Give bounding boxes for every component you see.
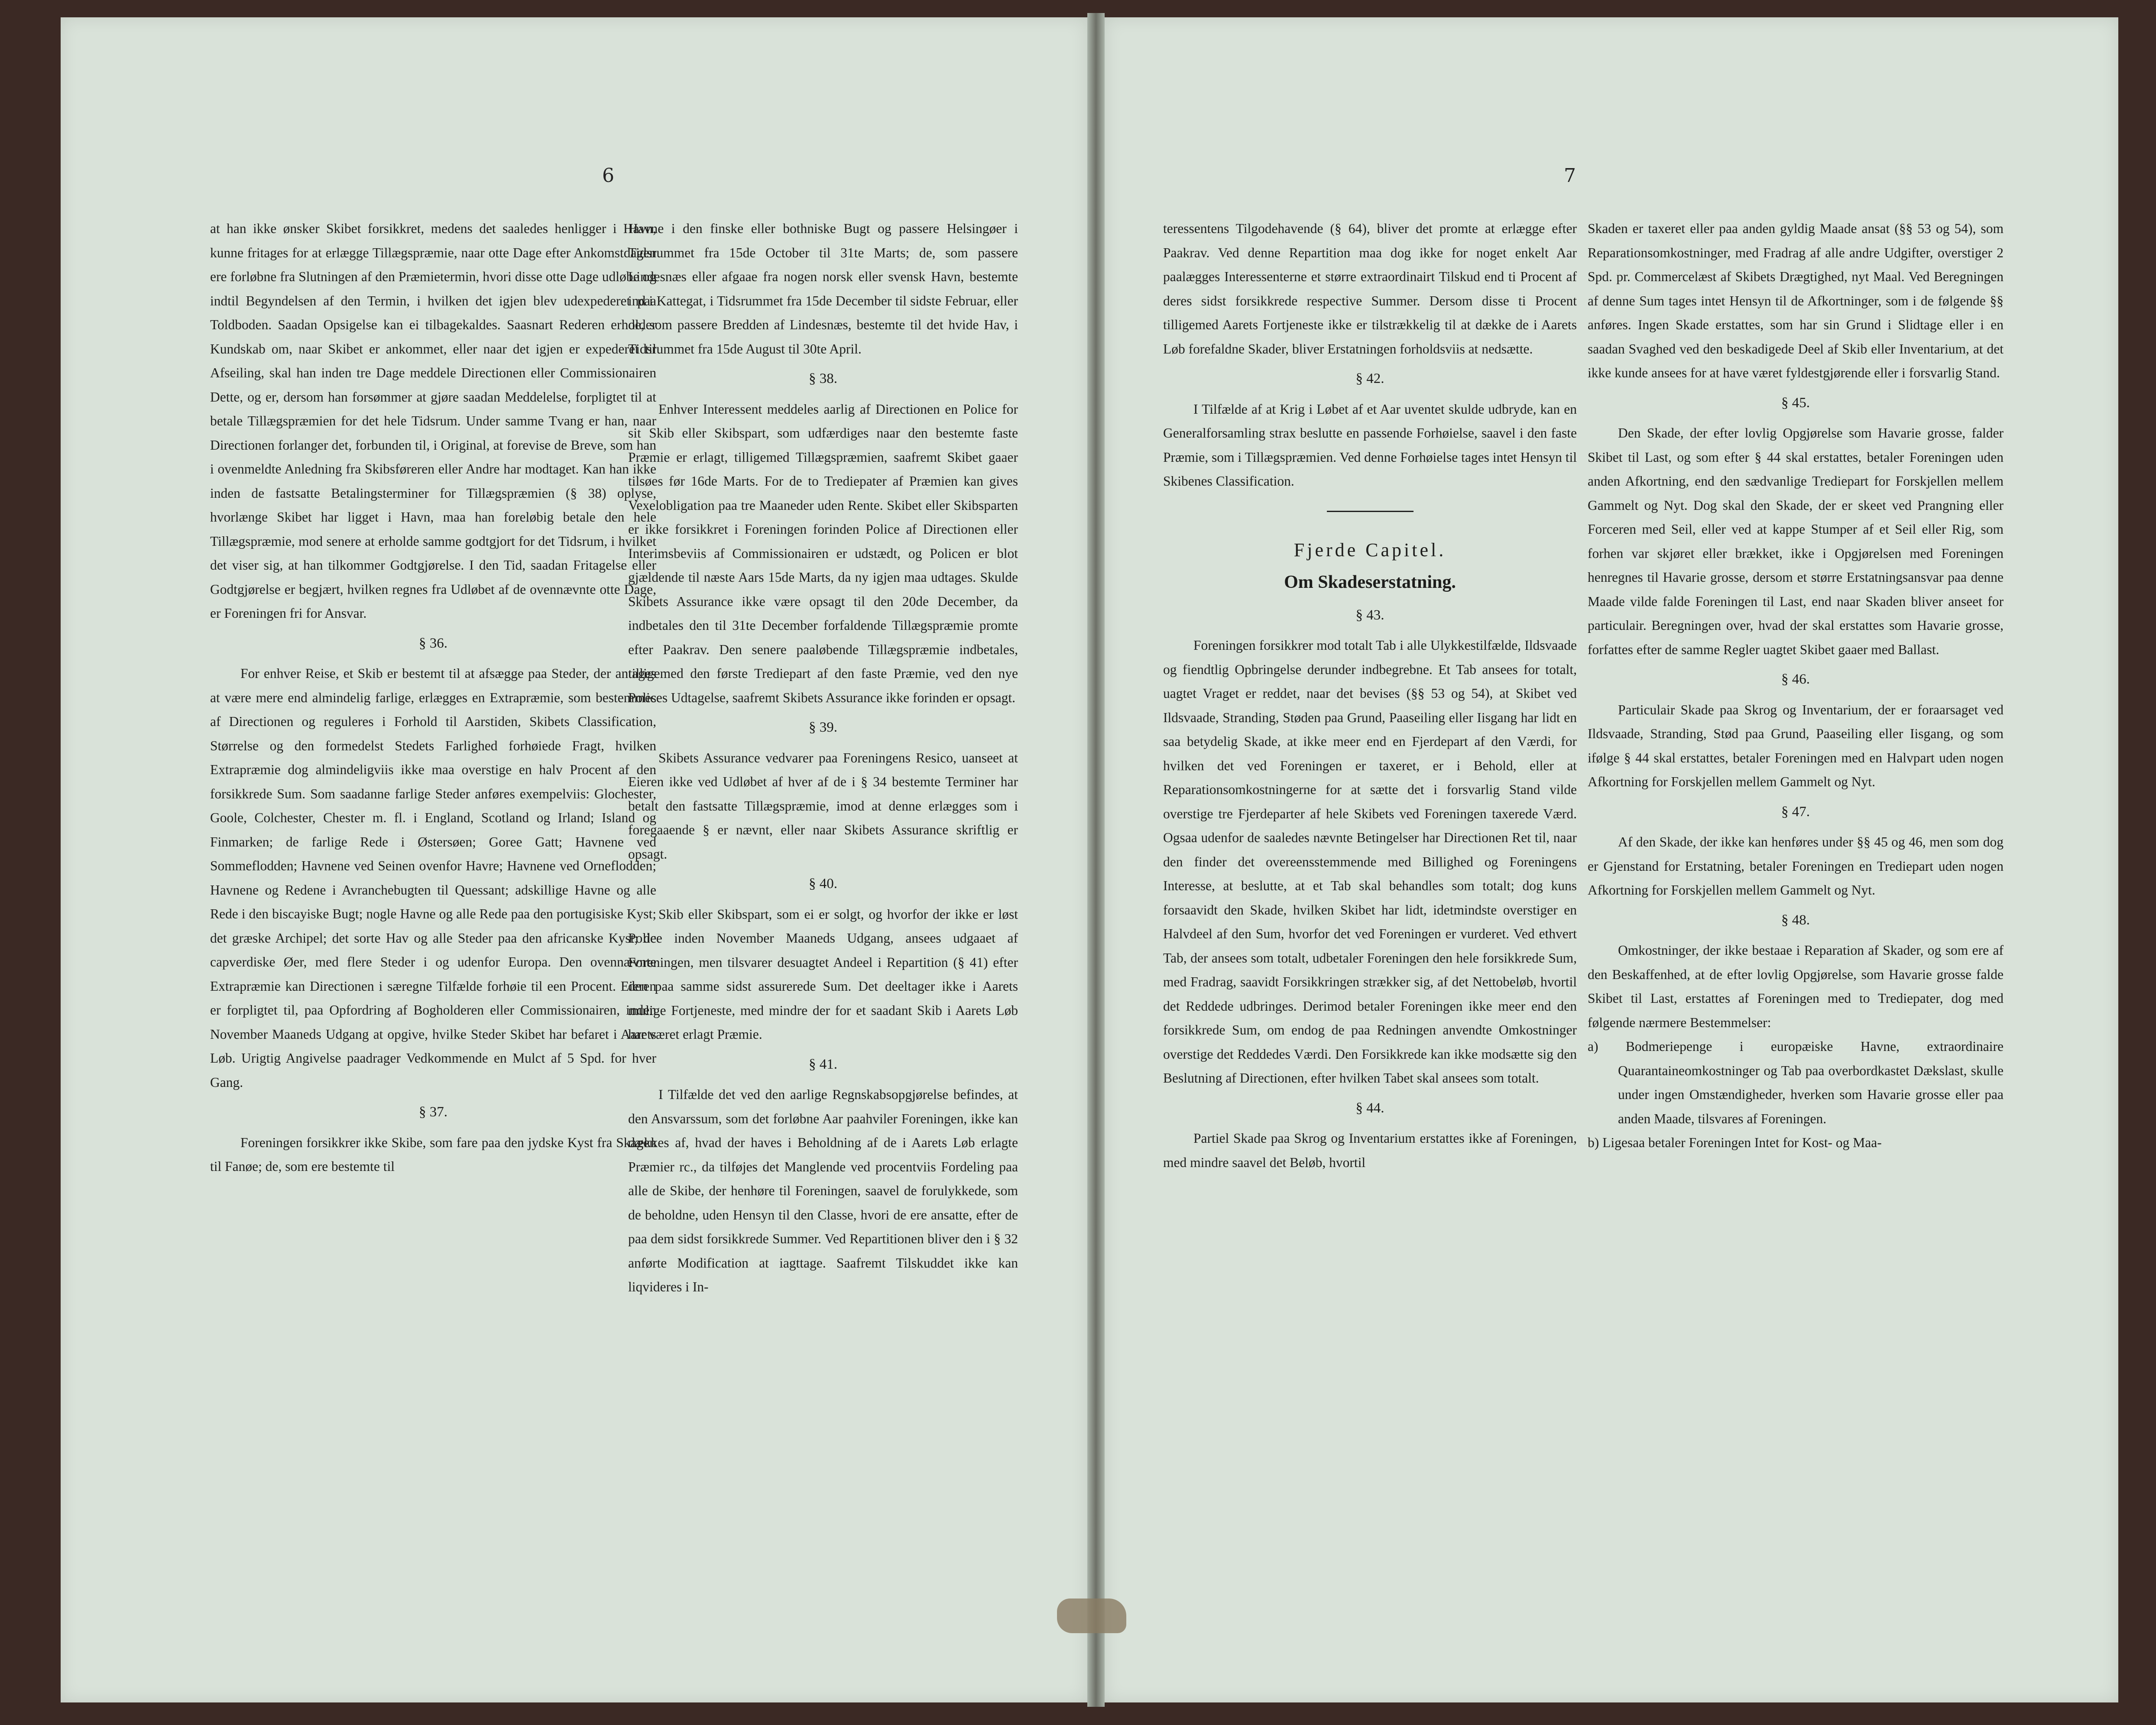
section-heading: § 39. [809,720,837,735]
paragraph: Partiel Skade paa Skrog og Inventarium erstattes ikke af Foreningen, med mindre saavel det Beløb, hvortil [1163,1131,1577,1170]
paragraph: Havne i den finske eller bothniske Bugt og passere Helsingøer i Tidsrummet fra 15de October til 31te Marts; de, som passere Lindesnæs eller afgaae fra nogen norsk eller svensk Havn, bestemte ind i Kattegat, i Tidsrummet fra 15de December til sidste Februar, eller de, som passere Bredden af Lindesnæs, bestemte til det hvide Hav, i Tidsrummet fra 15de August til 30te April. [628,221,1018,357]
section-heading: § 44. [1355,1100,1384,1116]
section-heading: § 36. [419,635,447,651]
paragraph: I Tilfælde det ved den aarlige Regnskabsopgjørelse befindes, at den Ansvarssum, som det forløbne Aar paahviler Foreningen, ikke kan dækkes af, hvad der haves i Beholdning af de i Aarets Løb erlagte Præmier rc., da tilføjes det Manglende ved procentviis Fordeling paa alle de Skibe, der henhøre til Foreningen, saavel de forulykkede, som de beholdne, uden Hensyn til den Classe, hvori de ere ansatte, efter de paa dem sidst forsikkrede Summer. Ved Repartitionen bliver den i § 32 anførte Modification at iagttage. Saafremt Tilskuddet ikke kan liqvideres i In- [628,1087,1018,1294]
paragraph: Omkostninger, der ikke bestaae i Reparation af Skader, og som ere af den Beskaffenhed, at de efter lovlig Opgjørelse, som Havarie grosse falde Skibet til Last, erstattes af Foreningen med to Trediepater, dog med følgende nærmere Bestemmelser: [1588,943,2004,1030]
section-heading: § 47. [1781,804,1810,820]
section-heading: § 41. [809,1056,837,1072]
right-page [1105,17,2118,1702]
text-column [1588,217,2004,1155]
paragraph: Af den Skade, der ikke kan henføres under §§ 45 og 46, men som dog er Gjenstand for Erstatning, betaler Foreningen en Trediepart uden nogen Afkortning for Forskjellen mellem Gammelt og Nyt. [1588,834,2004,898]
text-column [628,217,1018,1299]
paragraph: Foreningen forsikkrer mod totalt Tab i alle Ulykkestilfælde, Ildsvaade og fiendtlig Opbringelse derunder indbegrebne. Et Tab ansees for totalt, uagtet Vraget er reddet, naar det bevises (§§ 53 og 54), at Skibet ved Ildsvaade, Stranding, Støden paa Grund, Paaseiling eller Iisgang har lidt en saa betydelig Skade, at ikke meer end en Fjerdepart af den Værdi, for hvilken det ved Foreningen er taxeret, er i Behold, eller at Reparationsomkostningerne for at sætte det i forsvarlig Stand vilde overstige tre Fjerdeparter af hele Skibets ved Foreningen taxerede Værd. Ogsaa udenfor de saaledes nævnte Betingelser har Directionen Ret til, naar den finder det overeensstemmende med Billighed og Foreningens Interesse, at beslutte, at et Tab skal behandles som totalt; dog kuns forsaavidt den Skade, hvilken Skibet har lidt, idetmindste overstiger en Halvdeel af den Sum, hvorfor det ved Foreningen er vurderet. Ved ethvert Tab, der ansees som totalt, udbetaler Foreningen den hele forsikkrede Sum, med Fradrag, saavidt Forsikkringen strækker sig, af det Nettobeløb, hvortil det Reddede udbringes. Derimod betaler Foreningen ikke meer end den forsikkrede Sum, om endog de paa Redningen anvendte Omkostninger overstige det Reddedes Værdi. Den Forsikkrede kan ikke modsætte sig den Beslutning af Directionen, efter hvilken Tabet skal ansees som totalt. [1163,638,1577,1086]
section-heading: § 42. [1355,371,1384,386]
paragraph: Den Skade, der efter lovlig Opgjørelse som Havarie grosse, falder Skibet til Last, og som efter § 44 skal erstattes, betaler Foreningen uden anden Afkortning, end den sædvanlige Trediepart for Forskjellen mellem Gammelt og Nyt. Dog skal den Skade, der er skeet ved Prangning eller Forceren med Seil, eller ved at kappe Stumper af et Seil eller Rig, som forhen var skjøret eller brækket, ikke i Opgjørelsen med Foreningen henregnes til Havarie grosse, dersom et større Erstatningsansvar paa denne Maade vilde falde Foreningen til Last, end naar Skaden bliver anseet for particulair. Beregningen over, hvad der skal erstattes som Havarie grosse, forfattes efter de samme Regler uagtet Skibet gaaer med Ballast. [1588,425,2004,657]
list-item: b) Ligesaa betaler Foreningen Intet for Kost- og Maa- [1588,1135,1882,1150]
paragraph: Skaden er taxeret eller paa anden gyldig Maade ansat (§§ 53 og 54), som Reparationsomkostninger, med Fradrag af alle andre Udgifter, overstiger 2 Spd. pr. Commercelæst af Skibets Drægtighed, nyt Maal. Ved Beregningen af denne Sum tages intet Hensyn til de Afkortninger, som i de følgende §§ anføres. Ingen Skade erstattes, som har sin Grund i Slidtage eller i en saadan Svaghed ved den beskadigede Deel af Skib eller Inventarium, at det ikke kunde ansees for at have været fyldestgjørende eller i forsvarlig Stand. [1588,221,2004,380]
paragraph: Skib eller Skibspart, som ei er solgt, og hvorfor der ikke er løst Police inden November Maaneds Udgang, ansees udgaaet af Foreningen, men tilsvarer desuagtet Andeel i Repartition (§ 41) efter den paa samme sidst assurerede Sum. Det deeltager ikke i Aarets mulige Fortjeneste, med mindre der for et saadant Skib i Aarets Løb har været erlagt Præmie. [628,906,1018,1042]
section-heading: § 46. [1781,671,1810,687]
page-number: 7 [1564,165,1576,187]
paragraph: For enhver Reise, et Skib er bestemt til at afsægge paa Steder, der antages at være mere end almindelig farlige, erlægges en Extrapræmie, som bestemmes af Directionen og reguleres i Forhold til Aarstiden, Skibets Classification, Størrelse og den formedelst Stedets Farlighed forhøiede Fragt, hvilken Extrapræmie dog almindeligviis ikke maa overstige en halv Procent af den forsikkrede Sum. Som saadanne farlige Steder anføres exempelviis: Glochester, Goole, Colchester, Chester m. fl. i England, Scotland og Irland; Island og Finmarken; de farlige Rede i Østersøen; Goree Gatt; Havnene ved Sommeflodden; Havnene ved Seinen ovenfor Havre; Havnene ved Orneflodden; Havnene og Redene i Avranchebugten til Quessant; adskillige Havne og alle Rede i den biscayiske Bugt; nogle Havne og alle Rede paa den portugisiske Kyst; det græske Archipel; det sorte Hav og alle Steder paa den africanske Kyst; de capverdiske Øer, med flere Steder i og udenfor Europa. Den ovennævnte Extrapræmie kan Directionen i særegne Tilfælde forhøie til een Procent. Eieren er forpligtet til, paa Opfordring af Bogholderen eller Commissionairen, inden November Maaneds Udgang at opgive, hvilke Steder Skibet har befaret i Aarets Løb. Urigtig Angivelse paadrager Vedkommende en Mulct af 5 Spd. for hver Gang. [210,666,656,1090]
section-heading: § 48. [1781,912,1810,928]
paragraph: Foreningen forsikkrer ikke Skibe, som fare paa den jydske Kyst fra Skagen til Fanøe; de, som ere bestemte til [210,1135,656,1174]
section-heading: § 45. [1781,395,1810,411]
binding-wax-fragment [1057,1599,1126,1633]
chapter-title: Fjerde Capitel. [1294,539,1446,561]
left-page [61,17,1087,1702]
book-gutter [1087,13,1105,1707]
paragraph: Particulair Skade paa Skrog og Inventarium, der er foraarsaget ved Ildsvaade, Stranding, Stød paa Grund, Paaseiling eller Iisgang, og som ifølge § 44 skal erstattes, betaler Foreningen med en Halvpart uden nogen Afkortning for Forskjellen mellem Gammelt og Nyt. [1588,702,2004,789]
paragraph: at han ikke ønsker Skibet forsikkret, medens det saaledes henligger i Havn, kunne fritages for at erlægge Tillægspræmie, naar otte Dage efter Ankomstdagen ere forløbne fra Slutningen af den Præmietermin, hvori disse otte Dage udløbe og indtil Begyndelsen af den Termin, i hvilken det igjen blev udexpederet paa Toldboden. Saadan Opsigelse kan ei tilbagekaldes. Saasnart Rederen erholder Kundskab om, naar Skibet er ankommet, eller naar det igjen er expederet til Afseiling, skal han inden tre Dage meddele Directionen eller Commissionairen Dette, og er, dersom han forsømmer at gjøre saadan Meddelelse, forpligtet til at betale Tillægspræmien for det hele Tidsrum. Under samme Tvang er han, naar Directionen forlanger det, forbunden til, i Original, at forevise de Breve, som han i ovenmeldte Anledning fra Skibsføreren eller Andre har modtaget. Kan han ikke inden de fastsatte Betalingsterminer for Tillægspræmien (§ 38) oplyse, hvorlænge Skibet har ligget i Havn, maa han foreløbig betale den hele Tillægspræmie, mod senere at erholde samme godtgjort for det Tidsrum, i hvilket det viser sig, at han tilkommer Godtgjørelse. I den Tid, saadan Fritagelse eller Godtgjørelse er begjært, hvilken regnes fra Udløbet af de ovennævnte otte Dage, er Foreningen fri for Ansvar. [210,221,656,621]
section-heading: § 37. [419,1104,447,1120]
page-number: 6 [602,165,614,187]
paragraph: Skibets Assurance vedvarer paa Foreningens Resico, uanseet at Eieren ikke ved Udløbet af hver af de i § 34 bestemte Terminer har betalt den fastsatte Tillægspræmie, imod at denne erlægges som i foregaaende § er nævnt, eller naar Skibets Assurance skriftlig er opsagt. [628,750,1018,862]
paragraph: I Tilfælde af at Krig i Løbet af et Aar uventet skulde udbryde, kan en Generalforsamling strax beslutte en passende Forhøielse, saavel i den faste Præmie, som i Tillægspræmien. Ved denne Forhøielse tages intet Hensyn til Skibenes Classification. [1163,401,1577,489]
list-item: a) Bodmeriepenge i europæiske Havne, extraordinaire Quarantaineomkostninger og Tab paa overbordkastet Dækslast, skulle under ingen Omstændigheder, hverken som Havarie grosse eller paa anden Maade, tilsvares af Foreningen. [1588,1039,2004,1126]
paragraph: teressentens Tilgodehavende (§ 64), bliver det promte at erlægge efter Paakrav. Ved denne Repartition maa dog ikke for noget enkelt Aar paalægges Interessenterne et større extraordinairt Tilskud end ti Procent af deres sidst forsikkrede respective Summer. Dersom disse ti Procent tilligemed Aarets Fortjeneste ikke er tilstrækkelig til at dække de i Aarets Løb forefaldne Skader, bliver Erstatningen forholdsviis at nedsætte. [1163,221,1577,357]
chapter-subtitle: Om Skadeserstatning. [1284,572,1456,592]
section-heading: § 43. [1355,607,1384,623]
text-column [1163,217,1577,1174]
paragraph: Enhver Interessent meddeles aarlig af Directionen en Police for sit Skib eller Skibspart, som udfærdiges naar den bestemte faste Præmie er erlagt, tilligemed Tillægspræmien, saafremt Skibet gaaer tilsøes før 16de Marts. For de to Trediepater af Præmien kan gives Vexelobligation paa tre Maaneder uden Rente. Skibet eller Skibsparten er ikke forsikkret i Foreningen forinden Police af Directionen eller Interimsbeviis af Commissionairen er udstædt, og Policen er blot gjældende til næste Aars 15de Marts, da ny igjen maa udtages. Skulde Skibets Assurance ikke være opsagt til den 20de December, da indbetales den til 31te December forfaldende Tillægspræmie promte efter Paakrav. Den senere paaløbende Tillægspræmie indbetales, tilligemed den første Trediepart af den faste Præmie, ved den nye Polices Udtagelse, saafremt Skibets Assurance ikke forinden er opsagt. [628,401,1018,705]
section-heading: § 38. [809,371,837,386]
text-column [210,217,656,1179]
section-heading: § 40. [809,876,837,892]
section-divider [1327,511,1414,512]
